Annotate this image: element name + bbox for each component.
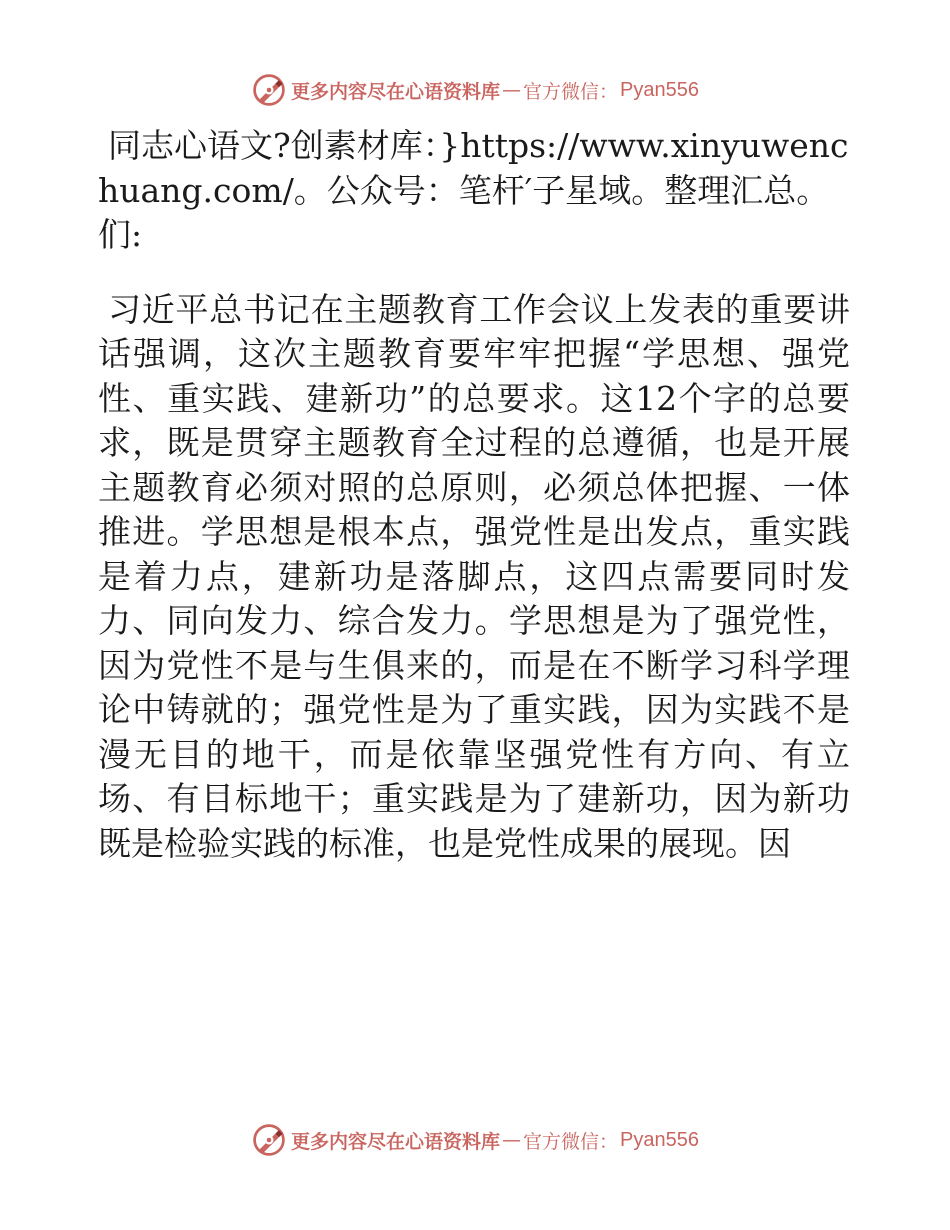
top-watermark-banner (0, 68, 950, 112)
banner-dash: — (502, 1129, 522, 1151)
header-paragraph: 同志心语文?创素材库：}https://www.xinyuwenchuang.com/。公众号：笔杆′子星域。整理汇总。们: (98, 126, 849, 254)
banner-wechat-id: Pyan556 (620, 1128, 699, 1151)
pen-logo-icon (251, 72, 287, 108)
banner-official-label: 官方微信： (523, 1130, 619, 1153)
bottom-watermark-banner (0, 1118, 950, 1162)
body-paragraph: 习近平总书记在主题教育工作会议上发表的重要讲话强调，这次主题教育要牢牢把握“学思想、强党性、重实践、建新功”的总要求。这12个字的总要求，既是贯穿主题教育全过程的总遵循，也是开展主题教育必须对照的总原则，必须总体把握、一体推进。学思想是根本点，强党性是出发点，重实践是着力点，建新功是落脚点，这四点需要同时发力、同向发力、综合发力。学思想是为了强党性，因为党性不是与生俱来的，而是在不断学习科学理论中铸就的；强党性是为了重实践，因为实践不是漫无目的地干，而是依靠坚强党性有方向、有立场、有目标地干；重实践是为了建新功，因为新功既是检验实践的标准，也是党性成果的展现。因 (98, 289, 850, 863)
banner-text: 更多内容尽在心语资料库 (291, 1130, 501, 1153)
banner-text: 更多内容尽在心语资料库 (291, 80, 501, 103)
banner-official-label: 官方微信： (523, 80, 619, 103)
banner-wechat-id: Pyan556 (620, 78, 699, 101)
document-content (98, 124, 850, 866)
banner-dash: — (502, 79, 522, 101)
pen-logo-icon (251, 1122, 287, 1158)
